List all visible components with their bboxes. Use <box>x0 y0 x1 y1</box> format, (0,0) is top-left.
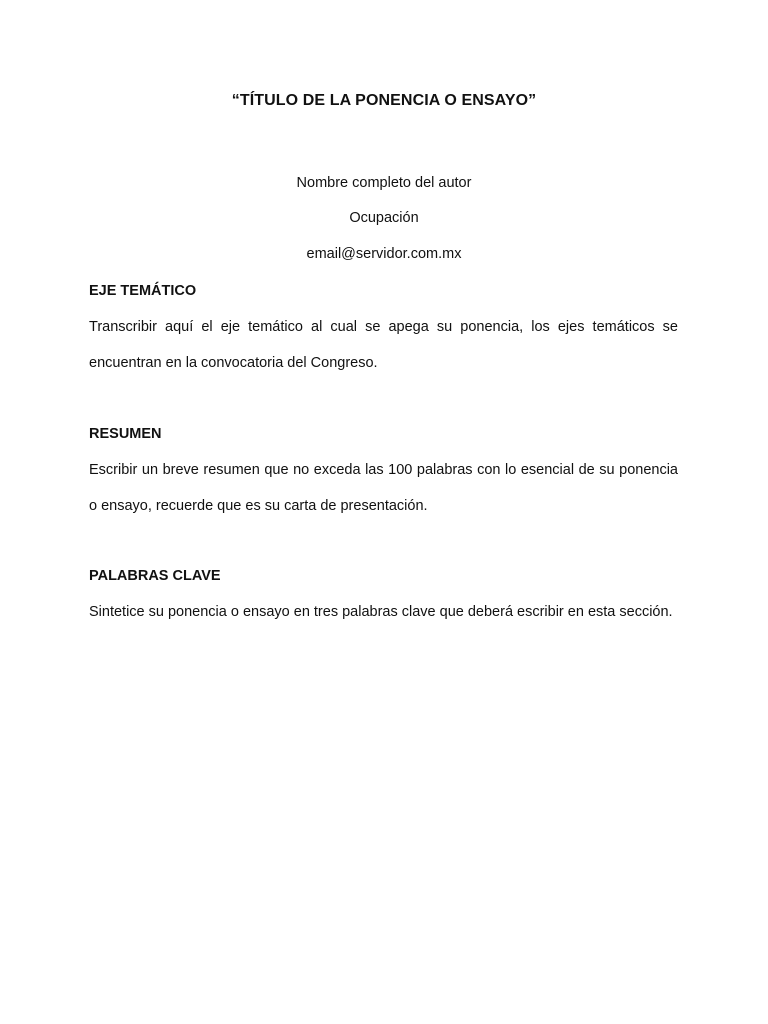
author-email: email@servidor.com.mx <box>306 246 462 262</box>
section-paragraph: Sintetice su ponencia o ensayo en tres palabras clave que deberá escribir en esta sección. <box>89 604 673 620</box>
section-paragraph: Transcribir aquí el eje temático al cual se apega su ponencia, los ejes temáticos se encuentran en la convocatoria del Congreso. <box>89 319 678 371</box>
author-occupation: Ocupación <box>349 210 419 226</box>
section-heading: EJE TEMÁTICO <box>89 283 197 299</box>
section-heading: PALABRAS CLAVE <box>89 568 221 584</box>
section-palabras-clave <box>89 566 678 630</box>
section-eje-tematico <box>89 281 678 381</box>
author-name: Nombre completo del autor <box>296 175 472 191</box>
document-title: “TÍTULO DE LA PONENCIA O ENSAYO” <box>231 92 537 109</box>
section-paragraph: Escribir un breve resumen que no exceda las 100 palabras con lo esencial de su ponencia o ensayo, recuerde que es su carta de presentación. <box>89 462 678 514</box>
section-heading: RESUMEN <box>89 426 162 442</box>
section-resumen <box>89 424 678 524</box>
